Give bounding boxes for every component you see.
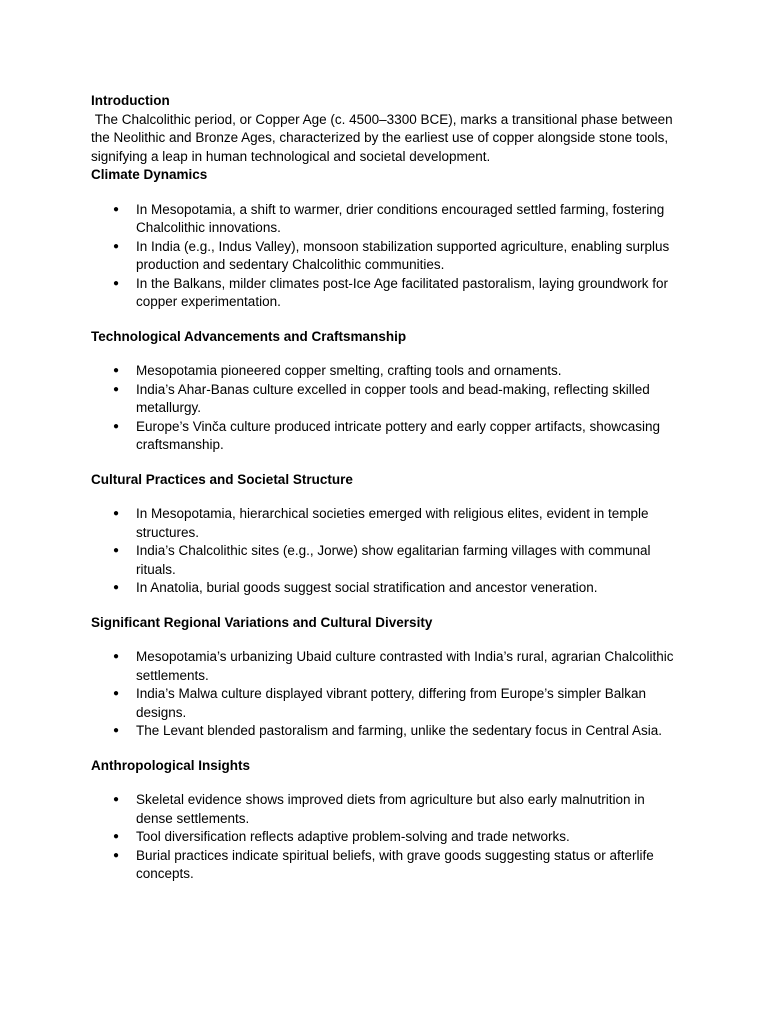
bullet-list-climate — [91, 201, 680, 312]
list-item: ● Burial practices indicate spiritual beliefs, with grave goods suggesting status or afterlife concepts. — [113, 847, 654, 881]
list-item: ● In the Balkans, milder climates post-Ice Age facilitated pastoralism, laying groundwork for copper experimentation. — [113, 275, 668, 309]
list-item: ● India’s Ahar-Banas culture excelled in copper tools and bead-making, reflecting skilled metallurgy. — [113, 381, 650, 415]
list-item: ● India’s Chalcolithic sites (e.g., Jorwe) show egalitarian farming villages with communal rituals. — [113, 543, 651, 577]
bullet-list-technology — [91, 362, 680, 455]
list-item: ● Mesopotamia pioneered copper smelting, crafting tools and ornaments. — [91, 362, 680, 381]
bullet-icon: ● — [113, 383, 120, 395]
list-item: ● Mesopotamia’s urbanizing Ubaid culture contrasted with India’s rural, agrarian Chalcolithic settlements. — [113, 649, 674, 683]
list-item: ● In Mesopotamia, hierarchical societies emerged with religious elites, evident in temple structures. — [113, 506, 649, 540]
section-heading-climate: Climate Dynamics — [91, 167, 208, 182]
list-item: ● In Mesopotamia, a shift to warmer, drier conditions encouraged settled farming, fostering Chalcolithic innovations. — [113, 201, 665, 235]
bullet-list-culture — [91, 505, 680, 598]
list-item: ● The Levant blended pastoralism and farming, unlike the sedentary focus in Central Asia. — [91, 722, 680, 741]
section-heading-anthropology: Anthropological Insights — [91, 757, 250, 773]
section-heading-regional: Significant Regional Variations and Cultural Diversity — [91, 614, 433, 630]
bullet-icon: ● — [113, 508, 120, 519]
bullet-icon: ● — [113, 240, 120, 252]
bullet-list-regional — [91, 648, 680, 741]
bullet-icon: ● — [113, 203, 120, 215]
bullet-icon: ● — [113, 831, 120, 842]
section-heading-culture: Cultural Practices and Societal Structure — [91, 471, 353, 487]
section-heading-technology: Technological Advancements and Craftsmanship — [91, 328, 407, 344]
intro-paragraph: The Chalcolithic period, or Copper Age (c. 4500–3300 BCE), marks a transitional phase between the Neolithic and Bronze Ages, characterized by the earliest use of copper alongside stone tools, signifying a leap in human technological and societal development. — [91, 111, 677, 164]
bullet-icon: ● — [113, 545, 120, 556]
list-item: ● Skeletal evidence shows improved diets from agriculture but also early malnutrition in dense settlements. — [113, 792, 645, 826]
bullet-icon: ● — [113, 651, 120, 662]
bullet-icon: ● — [113, 794, 120, 805]
list-item: ● In Anatolia, burial goods suggest social stratification and ancestor veneration. — [91, 579, 680, 598]
bullet-icon: ● — [113, 582, 120, 593]
list-item: ● Tool diversification reflects adaptive problem-solving and trade networks. — [91, 828, 680, 847]
bullet-icon: ● — [113, 420, 120, 432]
bullet-icon: ● — [113, 365, 120, 376]
list-item: ● India’s Malwa culture displayed vibrant pottery, differing from Europe’s simpler Balkan designs. — [113, 686, 647, 720]
bullet-icon: ● — [113, 688, 120, 699]
list-item: ● Europe’s Vinča culture produced intricate pottery and early copper artifacts, showcasing craftsmanship. — [113, 418, 661, 452]
intro-heading: Introduction — [91, 93, 170, 108]
list-item: ● In India (e.g., Indus Valley), monsoon stabilization supported agriculture, enabling surplus production and sedentary Chalcolithic communities. — [113, 238, 670, 272]
bullet-icon: ● — [113, 849, 120, 861]
bullet-icon: ● — [113, 277, 120, 289]
bullet-list-anthropology — [91, 791, 680, 884]
bullet-icon: ● — [113, 725, 120, 736]
